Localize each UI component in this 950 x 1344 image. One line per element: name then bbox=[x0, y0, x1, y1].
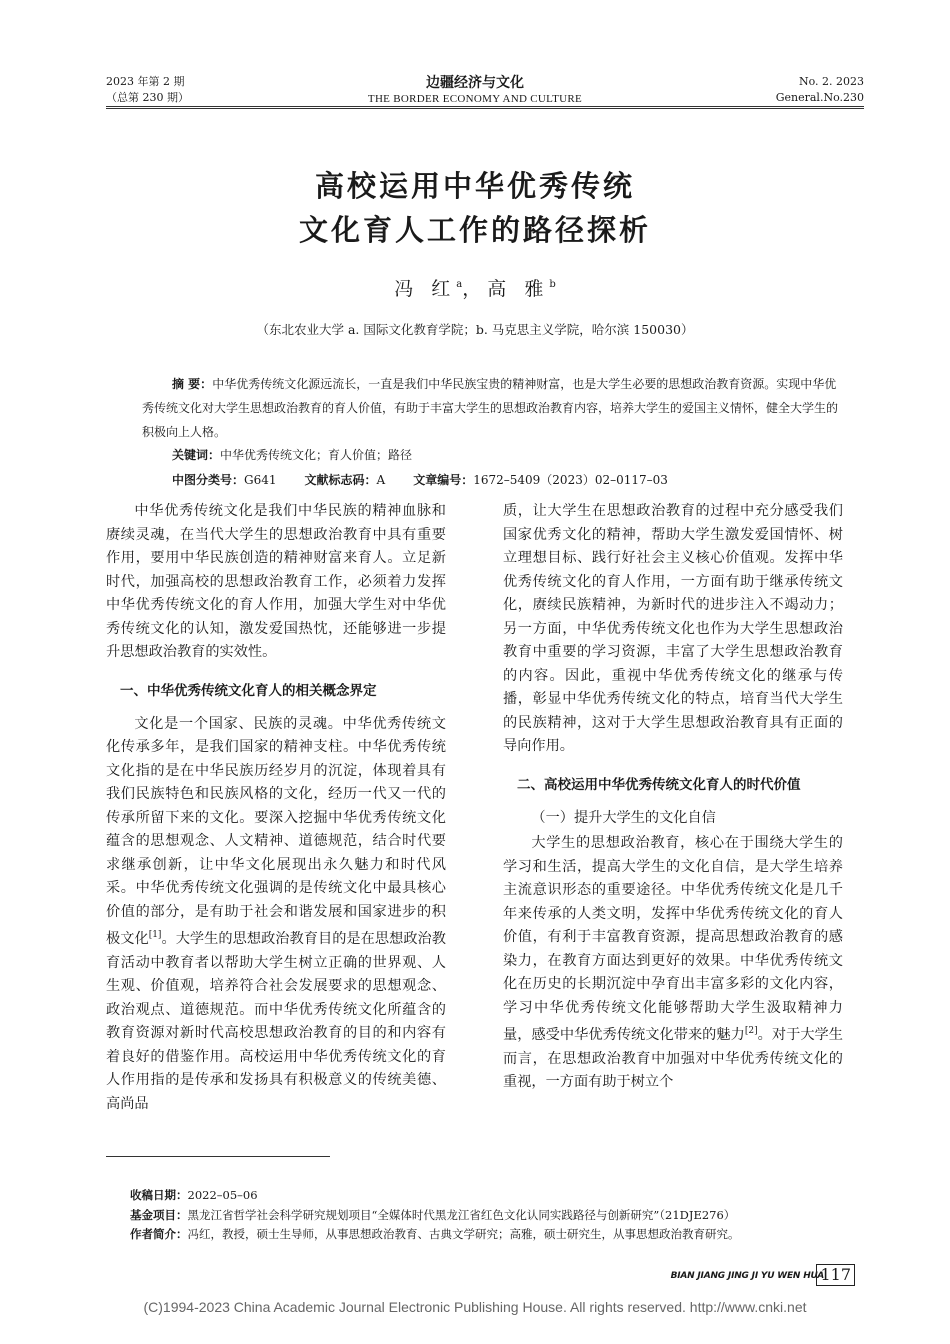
received-date-row bbox=[130, 1186, 850, 1206]
section-heading-1: 一、中华优秀传统文化育人的相关概念界定 bbox=[120, 682, 377, 699]
fund-text: 黑龙江省哲学社会科学研究规划项目“全媒体时代黑龙江省红色文化认同实践路径与创新研究”（21DJE276） bbox=[187, 1207, 736, 1222]
header-rule bbox=[106, 106, 864, 107]
affiliation: （东北农业大学 a. 国际文化教育学院；b. 马克思主义学院，哈尔滨 150030） bbox=[256, 322, 694, 337]
received-label: 收稿日期： bbox=[130, 1188, 188, 1202]
article-meta bbox=[172, 443, 668, 493]
journal-name-en: THE BORDER ECONOMY AND CULTURE bbox=[367, 93, 583, 105]
clc-value: G641 bbox=[244, 473, 277, 487]
author-2-mark: b bbox=[549, 279, 556, 290]
paper-title-line2: 文化育人工作的路径探析 bbox=[298, 213, 651, 247]
author-1-mark: a bbox=[456, 279, 463, 290]
footnote-rule bbox=[106, 1156, 330, 1157]
fund-row bbox=[130, 1206, 850, 1226]
issue-total: （总第 230 期） bbox=[106, 91, 189, 104]
footnotes bbox=[130, 1186, 850, 1245]
doc-code-value: A bbox=[376, 473, 386, 487]
received-date: 2022–05–06 bbox=[187, 1188, 258, 1202]
citation-2[interactable]: [2] bbox=[744, 1026, 758, 1036]
author-bio-label: 作者简介： bbox=[130, 1227, 188, 1241]
abstract-text: 中华优秀传统文化源远流长，一直是我们中华民族宝贵的精神财富，也是大学生必要的思想政治教育资源。实现中华优秀传统文化对大学生思想政治教育的育人价值，有助于丰富大学生的思想政治教育内容，培养大学生的爱国主义情怀，健全大学生的积极向上人格。 bbox=[142, 377, 839, 439]
journal-pinyin: BIAN JIANG JING JI YU WEN HUA bbox=[670, 1271, 824, 1281]
author-line bbox=[0, 274, 950, 301]
doc-code-label: 文献标志码： bbox=[304, 473, 377, 487]
clc-label: 中图分类号： bbox=[172, 473, 245, 487]
subsection-heading-1: （一）提升大学生的文化自信 bbox=[531, 809, 716, 826]
keywords-label: 关键词： bbox=[172, 448, 221, 462]
author-2: 高 雅 bbox=[487, 278, 550, 300]
keywords: 中华优秀传统文化；育人价值；路径 bbox=[220, 448, 413, 462]
issue-general-en: General.No.230 bbox=[775, 91, 864, 104]
citation-1[interactable]: [1] bbox=[148, 930, 162, 940]
abstract-label: 摘 要： bbox=[172, 377, 213, 391]
journal-name-cn: 边疆经济与文化 bbox=[426, 75, 524, 91]
section1-text-a: 文化是一个国家、民族的灵魂。中华优秀传统文化传承多年，是我们国家的精神支柱。中华优秀传统文化指的是在中华民族历经岁月的沉淀，体现着具有我们民族特色和民族风格的文化，经历一代又一代的传承所留下来的文化。要深入挖掘中华优秀传统文化蕴含的思想观念、人文精神、道德规范，结合时代要求继承创新，让中华文化展现出永久魅力和时代风采。中华优秀传统文化强调的是传统文化中最具核心价值的部分，是有助于社会和谐发展和国家进步的积极文化 bbox=[106, 715, 446, 947]
subsection1-text-b: 。对于大学生而言，在思想政治教育中加强对中华优秀传统文化的重视，一方面有助于树立个 bbox=[503, 1027, 843, 1090]
abstract bbox=[142, 372, 842, 444]
section1-text-b: 。大学生的思想政治教育目的是在思想政治教育活动中教育者以帮助大学生树立正确的世界观、人生观、价值观，培养符合社会发展要求的思想观念、政治观点、道德规范。而中华优秀传统文化所蕴含的教育资源对新时代高校思想政治教育的目的和内容有着良好的借鉴作用。高校运用中华优秀传统文化的育人作用指的是传承和发扬具有积极意义的传统美德、高尚品 bbox=[106, 931, 446, 1112]
page-number: 117 bbox=[816, 1264, 855, 1286]
author-1: 冯 红 bbox=[394, 278, 457, 300]
section1-paragraph bbox=[106, 713, 446, 1117]
body-column-left bbox=[106, 500, 446, 1116]
author-bio-text: 冯红，教授，硕士生导师，从事思想政治教育、古典文学研究；高雅，硕士研究生，从事思想政治教育研究。 bbox=[187, 1227, 740, 1241]
subsection1-text-a: 大学生的思想政治教育，核心在于围绕大学生的学习和生活，提高大学生的文化自信，是大学生培养主流意识形态的重要途径。中华优秀传统文化是几千年来传承的人类文明，发挥中华优秀传统文化的育人价值，有利于丰富教育资源，提高思想政治教育的感染力，在教育方面达到更好的效果。中华优秀传统文化在历史的长期沉淀中孕育出丰富多彩的文化内容，学习中华优秀传统文化能够帮助大学生汲取精神力量，感受中华优秀传统文化带来的魅力 bbox=[503, 835, 843, 1043]
issue-info-en bbox=[776, 74, 864, 106]
author-separator: ， bbox=[462, 278, 488, 300]
subsection1-paragraph bbox=[503, 832, 843, 1095]
issue-number-en: No. 2. 2023 bbox=[798, 75, 864, 88]
body-column-right bbox=[503, 500, 843, 1095]
intro-paragraph: 中华优秀传统文化是我们中华民族的精神血脉和赓续灵魂，在当代大学生的思想政治教育中具有重要作用，要用中华民族创造的精神财富来育人。立足新时代，加强高校的思想政治教育工作，必须着力发挥中华优秀传统文化的育人作用，加强大学生对中华优秀传统文化的认知，激发爱国热忱，还能够进一步提升思想政治教育的实效性。 bbox=[106, 503, 446, 660]
author-bio-row bbox=[130, 1225, 850, 1245]
continued-paragraph: 质，让大学生在思想政治教育的过程中充分感受我们国家优秀文化的精神，帮助大学生激发爱国情怀、树立理想目标、践行好社会主义核心价值观。发挥中华优秀传统文化的育人作用，一方面有助于继承传统文化，赓续民族精神，为新时代的进步注入不竭动力；另一方面，中华优秀传统文化也作为大学生思想政治教育中重要的学习资源，丰富了大学生思想政治教育的内容。因此，重视中华优秀传统文化的继承与传播，彰显中华优秀传统文化的特点，培育当代大学生的民族精神，这对于大学生思想政治教育具有正面的导向作用。 bbox=[503, 503, 843, 754]
section-heading-2: 二、高校运用中华优秀传统文化育人的时代价值 bbox=[517, 776, 801, 793]
classification-row bbox=[172, 468, 668, 493]
keywords-row bbox=[172, 443, 668, 468]
article-no-value: 1672–5409（2023）02–0117–03 bbox=[473, 473, 668, 487]
paper-title-line1: 高校运用中华优秀传统 bbox=[314, 169, 635, 203]
header-rule-2 bbox=[106, 108, 864, 109]
article-no-label: 文章编号： bbox=[413, 473, 474, 487]
copyright-line: (C)1994-2023 China Academic Journal Electronic Publishing House. All rights reserved. http://www.cnki.net bbox=[143, 1299, 807, 1315]
fund-label: 基金项目： bbox=[130, 1207, 188, 1222]
issue-year: 2023 年第 2 期 bbox=[106, 75, 185, 88]
